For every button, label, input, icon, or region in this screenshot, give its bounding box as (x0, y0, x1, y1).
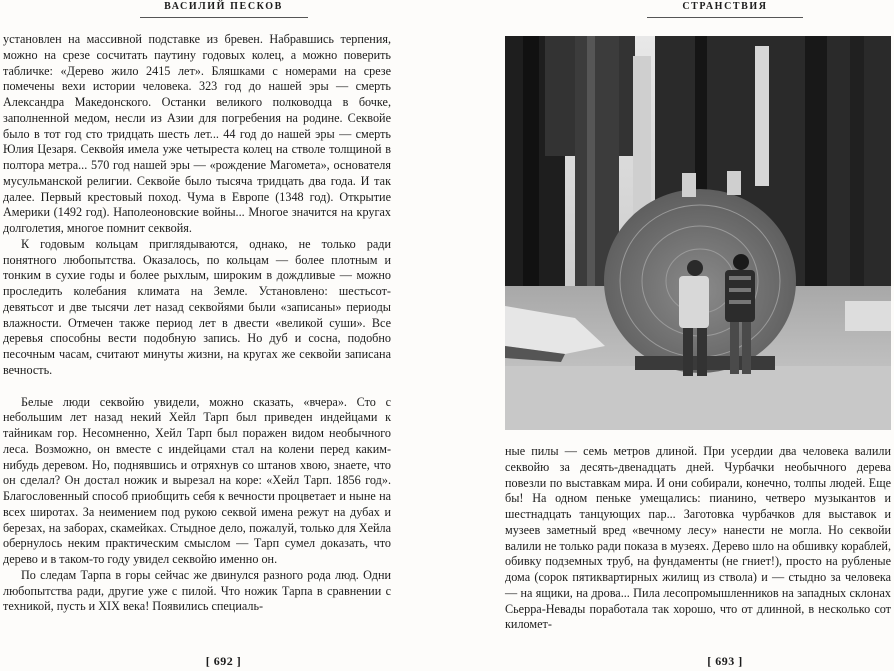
running-head-rule (647, 17, 803, 18)
sequoia-cross-section-photo (505, 36, 891, 430)
photo-illustration (505, 36, 891, 430)
page-number: [ 693 ] (707, 654, 743, 668)
paragraph: установлен на массивной подставке из бревен. Набравшись терпения, можно на срезе сосчитать паутину годовых колец, а можно поверить табличке: «Дерево жило 2415 лет». Бляшками с номерами на срезе помечены вехи истории человека. 323 год до нашей эры — смерть Александра Македонского. Останки великого полководца в бочке, заполненной медом, несли из Азии для погребения на родине. Секвойе было в тот год сто тридцать шесть лет... 44 год до нашей эры — смерть Юлия Цезаря. Секвойя имела уже четыреста колец на стволе толщиной в полтора метра... 570 год нашей эры — «рождение Магомета», основателя мусульманской религии. Секвойе было тысяча тридцать два года. И так далее. Первый крестовый поход. Чума в Европе (1348 год). Открытие Америки (1492 год). Наполеоновские войны... Многое значится на кругах долголетия, многое помнит секвойя. (3, 32, 391, 235)
left-body-text (3, 32, 391, 615)
running-head-author: ВАСИЛИЙ ПЕСКОВ (164, 1, 283, 12)
paragraph: К годовым кольцам приглядываются, однако, не только ради понятного любопытства. Оказалось, по кольцам — более плотным и тонким в сухие годы и более рыхлым, широким в дождливые — можно проследить колебания климата на Земле. Установлено: шестьсот-девятьсот и две тысячи лет назад секвойями были «записаны» периоды влажности. Отмечен также период лет в двести «великой суши». Все деревья способны вести подобную запись. Но дуб и сосна, подобно песочным часам, считают минуты жизни, на кругах же секвойи записана вечность. (3, 236, 391, 377)
running-head-title: СТРАНСТВИЯ (682, 1, 768, 12)
running-head-rule (140, 17, 308, 18)
right-body-text (505, 444, 891, 633)
paragraph: ные пилы — семь метров длиной. При усердии два человека валили секвойю за десять-двенадцать дней. Чурбачки необычного дерева повезли по выставкам мира. И они собирали, конечно, толпы людей. Еще бы! На одном пеньке умещались: пианино, четверо музыкантов и шестнадцать танцующих пар... Заготовка чурбачков для выставок и музеев заметный вред «вечному лесу» нанести не могла. Но секвойи валили не только ради показа в музеях. Дерево шло на обшивку кораблей, обивку подземных труб, на фундаменты (не гниет!), просто на рубленые дома (сорок пятиквартирных жилищ из ствола) и — стыдно за человека — на ящики, на дрова... Пила лесопромышленников на западных склонах Сьерра-Невады поработала так хорошо, что от длинной, в несколько сот километ- (505, 444, 891, 632)
paragraph: Белые люди секвойю увидели, можно сказать, «вчера». Сто с небольшим лет назад некий Хейл Тарп был приведен индейцами к тайникам гор. Несомненно, Хейл Тарп был поражен видом необычного леса. Возможно, он вместе с индейцами стал на колени перед каким-нибудь деревом. Но, поднявшись и отряхнув со штанов хвою, знаете, что он сделал? Он достал ножик и вырезал на коре: «Хейл Тарп. 1856 год». Благословенный способ приобщить себя к вечности процветает и ныне на всех широтах. За неимением под рукою секвой имена режут на дубах и березах, на заборах, скамейках. Стыдное дело, пожалуй, только для Хейла обернулось неким практическим смыслом — Тарп сумел доказать, что дерево и в таком-то году увидел секвойю именно он. (3, 394, 391, 566)
page-number: [ 692 ] (205, 654, 242, 668)
paragraph: По следам Тарпа в горы сейчас же двинулся разного рода люд. Одни любопытства ради, другие уже с пилой. Что ножик Тарпа в сравнении с техникой, пусть и XIX века! Появились специаль- (3, 567, 391, 614)
